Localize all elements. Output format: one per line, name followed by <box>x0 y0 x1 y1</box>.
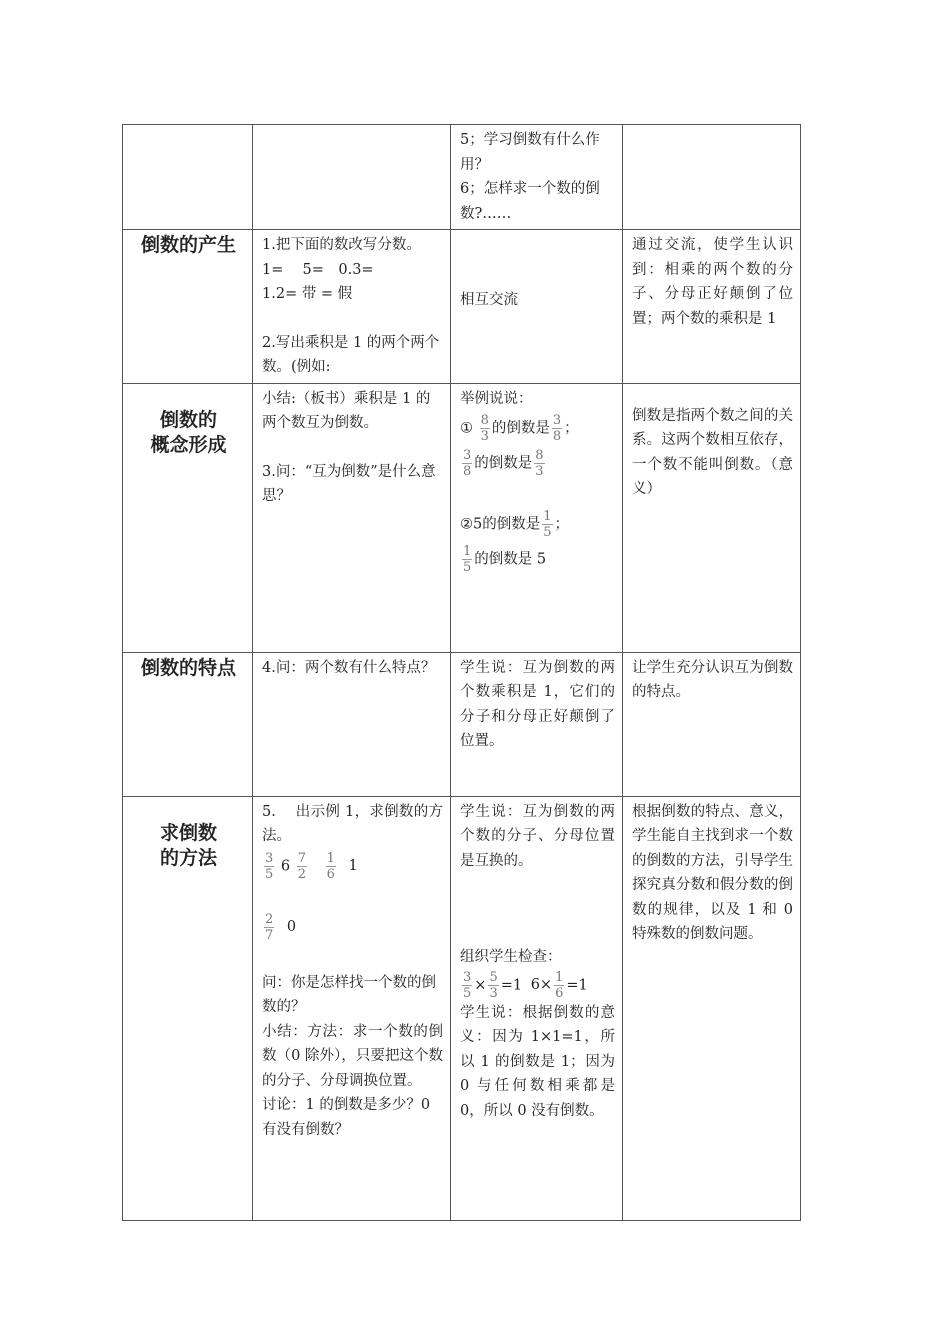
text-line: 2.写出乘积是 1 的两个两个数。(例如: <box>262 334 440 375</box>
title-line: 求倒数 <box>159 821 217 844</box>
fraction: $\frac{1}{6}$ <box>326 850 335 882</box>
cell-intent: 通过交流，使学生认识到：相乘的两个数的分子、分母正好颠倒了位置；两个数的乘积是 1 <box>623 230 801 384</box>
text: ； <box>554 516 570 533</box>
text: 的倒数是 <box>474 455 533 472</box>
cell-questions <box>451 125 623 230</box>
circled-number: ① <box>460 420 473 437</box>
text-line: 问：你是怎样找一个数的倒数的？ <box>262 974 436 1015</box>
circled-number: ② <box>460 516 473 533</box>
fraction: $\frac{3}{8}$ <box>463 448 472 479</box>
cell-empty <box>123 125 253 230</box>
fraction: $\frac{5}{3}$ <box>489 969 498 1001</box>
text-line: 1.2= 带 = 假 <box>262 286 353 302</box>
text: =1 <box>566 977 588 993</box>
cell-intent <box>623 383 801 652</box>
text: 0 <box>286 919 297 935</box>
example-2 <box>460 509 615 540</box>
table-row <box>123 125 801 230</box>
table-row <box>123 230 801 384</box>
fraction: $\frac{3}{8}$ <box>552 413 562 444</box>
text-line: 举例说说： <box>460 390 533 407</box>
example-2b <box>460 544 615 575</box>
text: 1 <box>348 858 358 874</box>
text-line: 讨论：1 的倒数是多少？0 有没有倒数？ <box>262 1097 431 1138</box>
text: × <box>474 977 487 993</box>
table-row <box>123 652 801 796</box>
section-title <box>123 383 253 652</box>
text-line: 3.问：“互为倒数”是什么意思？ <box>262 463 436 504</box>
section-title <box>123 796 253 1220</box>
fraction: $\frac{1}{5}$ <box>543 509 552 540</box>
text-line: 相互交流 <box>460 291 518 308</box>
text-line: 小结:（板书）乘积是 1 的两个数互为倒数。 <box>262 390 431 431</box>
question-5: 5；学习倒数有什么作用？ <box>460 132 600 173</box>
example-1 <box>460 413 615 444</box>
text-line: 组织学生检查： <box>460 949 562 965</box>
fraction: $\frac{2}{7}$ <box>265 911 274 943</box>
example-1b <box>460 448 615 479</box>
title-line: 概念形成 <box>150 433 227 456</box>
cell-student <box>451 796 623 1220</box>
cell-teacher <box>253 796 451 1220</box>
fraction-row <box>262 851 443 882</box>
section-title: 倒数的特点 <box>123 652 253 796</box>
cell-student <box>451 230 623 384</box>
text: 的倒数是 5 <box>474 551 547 568</box>
cell-student <box>451 383 623 652</box>
cell-intent: 让学生充分认识互为倒数的特点。 <box>623 652 801 796</box>
table-row <box>123 383 801 652</box>
fraction: $\frac{3}{5}$ <box>463 969 472 1001</box>
fraction: $\frac{1}{6}$ <box>555 969 564 1001</box>
text: 的倒数是 <box>482 516 541 533</box>
question-6: 6；怎样求一个数的倒数?…… <box>460 181 600 222</box>
lesson-table <box>122 124 801 1221</box>
fraction: $\frac{7}{2}$ <box>297 850 307 882</box>
cell-teacher: 4.问：两个数有什么特点？ <box>253 652 451 796</box>
text-line: 1.把下面的数改写分数。 <box>262 237 421 253</box>
cell-teacher <box>253 230 451 384</box>
fraction: $\frac{1}{5}$ <box>463 544 472 575</box>
fraction: $\frac{8}{3}$ <box>535 448 544 479</box>
cell-intent: 根据倒数的特点、意义，学生能自主找到求一个数的倒数的方法，引导学生探究真分数和假分数的倒数的规律，以及 1 和 0 特殊数的倒数问题。 <box>623 796 801 1220</box>
text-line: 1= 5= 0.3= <box>262 261 374 278</box>
check-equations <box>460 970 615 1001</box>
text-line: 学生说：根据倒数的意义：因为 1×1=1，所以 1 的倒数是 1；因为 0 与任何数相乘都是 0，所以 0 没有倒数。 <box>460 1004 615 1119</box>
fraction: $\frac{8}{3}$ <box>480 413 489 444</box>
title-line: 倒数的 <box>159 408 217 431</box>
title-line: 的方法 <box>159 846 217 869</box>
text: 6 <box>280 858 291 874</box>
fraction-row <box>262 912 443 943</box>
section-title: 倒数的产生 <box>123 230 253 384</box>
fraction: $\frac{3}{5}$ <box>265 850 274 882</box>
text: =1 <box>500 977 523 993</box>
text-line: 学生说：互为倒数的两个数的分子、分母位置是互换的。 <box>460 803 615 869</box>
text: 5 <box>473 516 483 533</box>
table-row <box>123 796 801 1220</box>
cell-empty <box>623 125 801 230</box>
cell-student: 学生说：互为倒数的两个数乘积是 1，它们的分子和分母正好颠倒了位置。 <box>451 652 623 796</box>
cell-teacher <box>253 383 451 652</box>
text-line: 小结：方法：求一个数的倒数（0 除外），只要把这个数的分子、分母调换位置。 <box>262 1023 443 1089</box>
text: ； <box>564 420 579 437</box>
text-line: 5. 出示例 1，求倒数的方法。 <box>262 803 443 844</box>
text: 6× <box>530 977 553 993</box>
cell-empty <box>253 125 451 230</box>
text: 的倒数是 <box>491 420 550 437</box>
text-line: 倒数是指两个数之间的关系。这两个数相互依存，一个数不能叫倒数。（意义） <box>632 407 793 497</box>
